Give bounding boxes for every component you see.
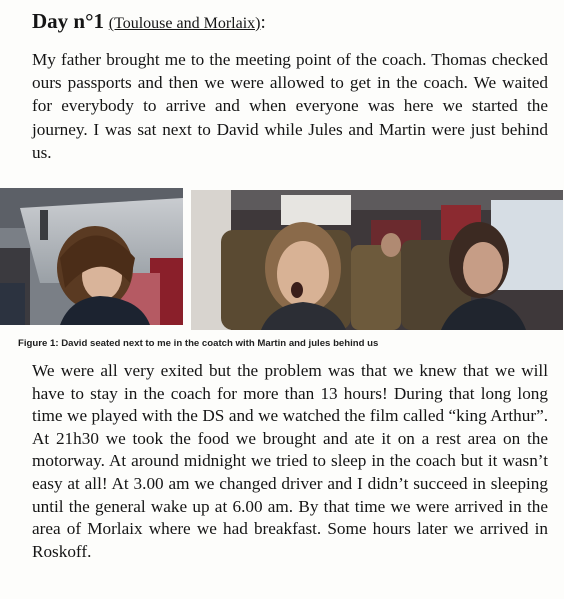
- paragraph-journey: We were all very exited but the problem was that we knew that we will have to stay in the coach for more than 13 hours! During that long long time we played with the DS and we watched the film called “king Arthur”. At 21h30 we took the food we brought and ate it on a rest area on the motorway. At around midnight we tried to sleep in the coach but it wasn’t easy at all! At 3.00 am we changed driver and I didn’t succeed in sleeping until the general wake up at 6.00 am. By that time we were arrived in the area of Morlaix where we had breakfast. Some hours later we arrived in Roskoff.: [32, 361, 548, 561]
- figure-label: Figure 1:: [18, 338, 59, 349]
- figure-caption: [18, 338, 378, 349]
- photo-david-seated: [0, 188, 183, 325]
- figure-caption-text: David seated next to me in the coatch with Martin and jules behind us: [61, 338, 379, 349]
- photo-coach-seats: [191, 190, 563, 330]
- day-heading: [32, 8, 266, 37]
- day-title: Day n°1: [32, 9, 104, 33]
- day-places: (Toulouse and Morlaix): [108, 15, 261, 32]
- paragraph-departure: My father brought me to the meeting point of the coach. Thomas checked ours passports and then we were allowed to get in the coach. We waited for everybody to arrive and when everyone was here we started the journey. I was sat next to David while Jules and Martin were just behind us.: [32, 50, 548, 162]
- heading-colon: :: [260, 12, 266, 33]
